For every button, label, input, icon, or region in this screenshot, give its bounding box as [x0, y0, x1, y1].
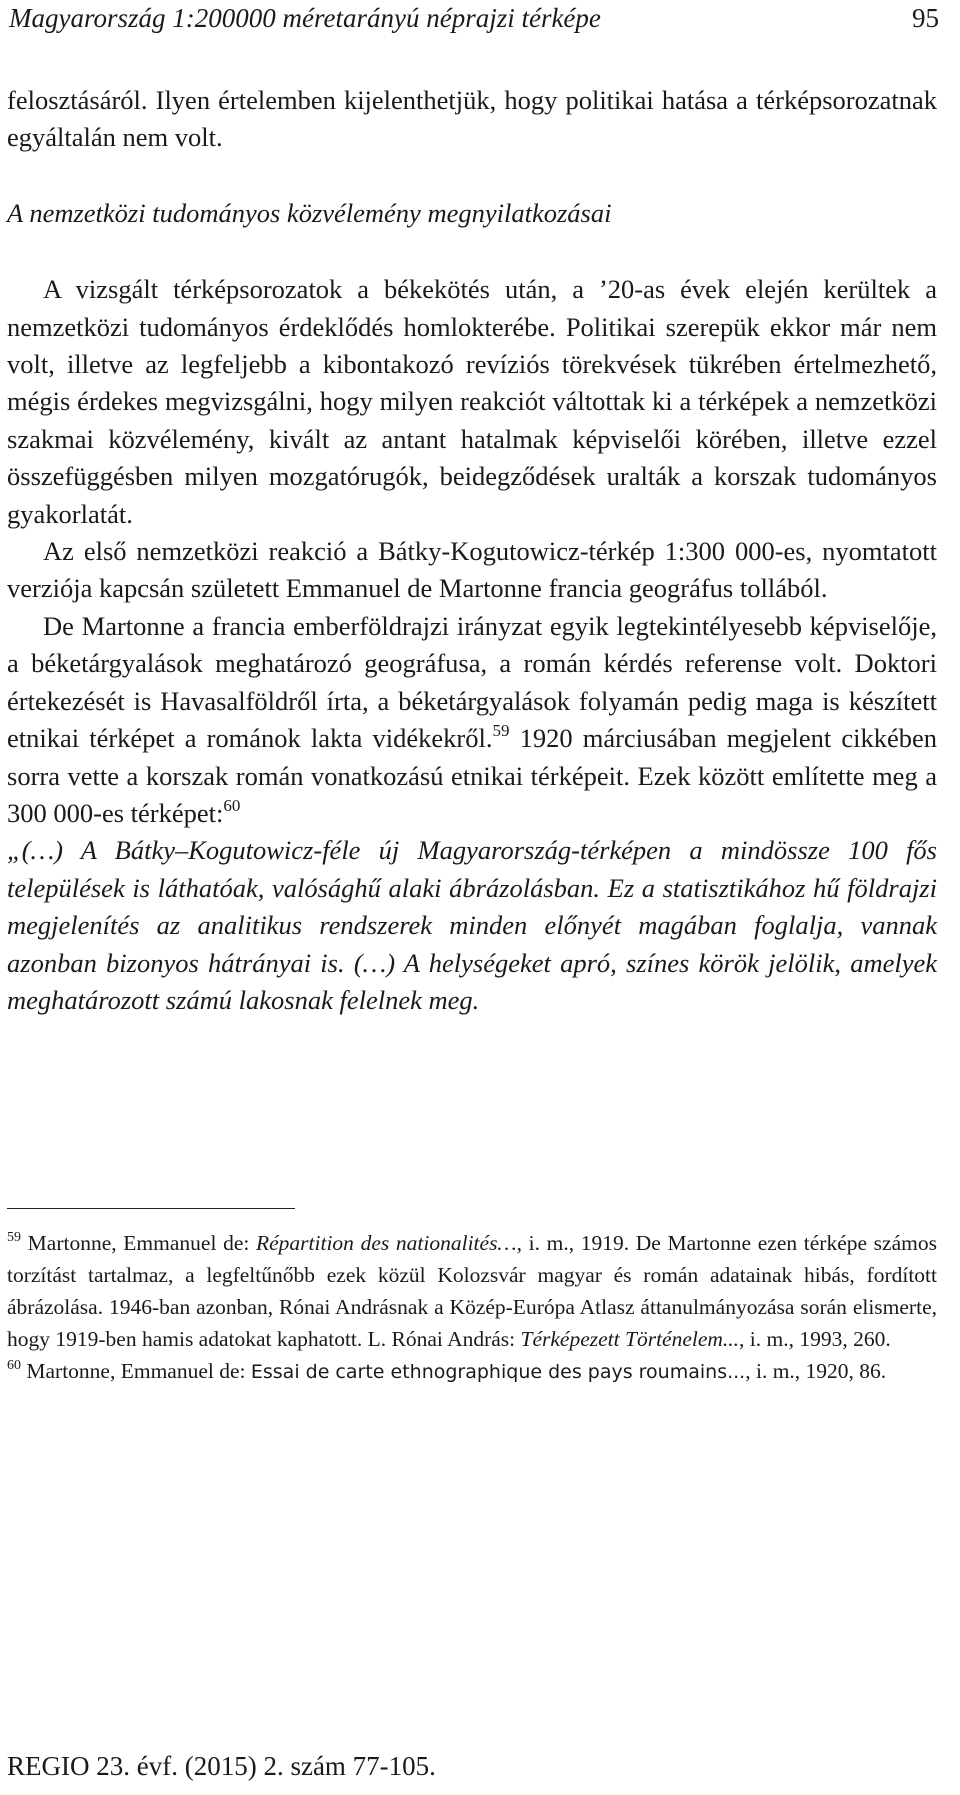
- block-quote: „(…) A Bátky–Kogutowicz-féle új Magyarország-térképen a mindössze 100 fős települések is láthatóak, valósághű alaki ábrázolásban. Ez a statisztikához hű földrajzi megjelenítés az analitikus rendszerek minden előnyét magában foglalja, vannak azonban bizonyos hátrányai is. (…) A helységeket apró, színes körök jelölik, amelyek meghatározott számú lakosnak felelnek meg.: [7, 835, 937, 1015]
- footnote-60: [7, 1355, 937, 1388]
- footnote-ref-60[interactable]: 60: [223, 795, 241, 815]
- footnote-text: Martonne, Emmanuel de:: [21, 1231, 256, 1255]
- section-heading: A nemzetközi tudományos közvélemény megnyilatkozásai: [7, 197, 612, 228]
- footnote-text: , i. m., 1993, 260.: [739, 1327, 891, 1351]
- page-number: 95: [912, 3, 939, 33]
- paragraph-text: De Martonne a francia emberföldrajzi irányzat egyik legtekintélyesebb képviselője, a béketárgyalások meghatározó geográfusa, a román kérdés referense volt. Doktori értekezését is Havasalföldről írta, a béketárgyalások folyamán pedig maga is készített etnikai térképet a románok lakta vidékekről.: [7, 610, 937, 754]
- paragraph: [7, 608, 937, 832]
- paragraph-continuation: felosztásáról. Ilyen értelemben kijelenthetjük, hogy politikai hatása a térképsorozatnak egyáltalán nem volt.: [7, 85, 937, 153]
- footnote-ref-59[interactable]: 59: [492, 721, 510, 741]
- paragraph: Az első nemzetközi reakció a Bátky-Kogutowicz-térkép 1:300 000-es, nyomtatott verziója kapcsán született Emmanuel de Martonne francia geográfus tollából.: [7, 536, 937, 604]
- main-text: [7, 82, 937, 1019]
- footnote-separator: [7, 1208, 295, 1209]
- paragraph-text: 1920 márciusában megjelent cikkében sorra vette a korszak román vonatkozású etnikai térképeit. Ezek között említette meg a 300 000-es térképet:: [7, 723, 937, 828]
- footnote-title: Répartition des nationalités…: [256, 1231, 517, 1255]
- footnote-text: , i. m., 1920, 86.: [745, 1359, 887, 1383]
- footnote-title: Térképezett Történelem...: [520, 1327, 740, 1351]
- footnote-text: Martonne, Emmanuel de:: [21, 1359, 251, 1383]
- journal-citation: REGIO 23. évf. (2015) 2. szám 77-105.: [7, 1751, 436, 1781]
- footnote-title: Essai de carte ethnographique des pays roumains...: [250, 1361, 746, 1383]
- running-title: Magyarország 1:200000 méretarányú néprajzi térképe: [9, 3, 601, 33]
- footnotes: [7, 1227, 937, 1388]
- footnote-text: , i. m., 1919. De Martonne ezen térképe számos torzítást tartalmaz, a legfeltűnőbb ezek közül Kolozsvár magyar és román adatainak hibás, fordított ábrázolása. 1946-ban azonban, Rónai Andrásnak a Közép-Európa Atlasz áttanulmányozása során elismerte, hogy 1919-ben hamis adatokat kaphatott. L. Rónai András:: [7, 1231, 937, 1351]
- footnote-number: 59: [7, 1230, 21, 1245]
- footnote-59: [7, 1227, 937, 1355]
- footnote-number: 60: [7, 1358, 21, 1373]
- paragraph: A vizsgált térképsorozatok a békekötés után, a ’20-as évek elején kerültek a nemzetközi tudományos érdeklődés homlokterébe. Politikai szerepük ekkor már nem volt, illetve az legfeljebb a kibontakozó revíziós törekvések tükrében értelmezhető, mégis érdekes megvizsgálni, hogy milyen reakciót váltottak ki a térképek a nemzetközi szakmai közvélemény, kivált az antant hatalmak képviselői körében, illetve ezzel összefüggésben milyen mozgatórugók, beidegződések uralták a korszak tudományos gyakorlatát.: [7, 274, 937, 529]
- running-header: [9, 0, 939, 36]
